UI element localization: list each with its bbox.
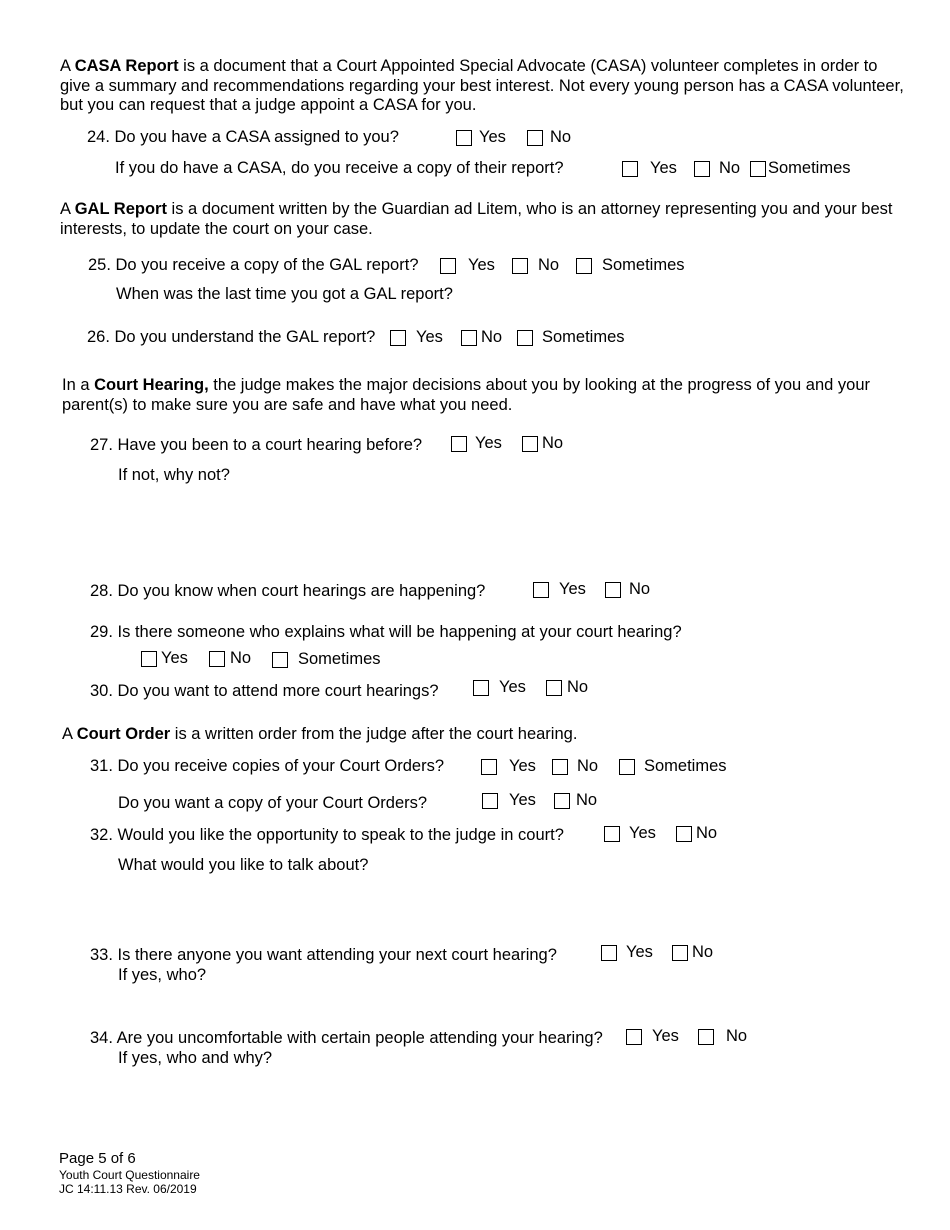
- question-33: 33. Is there anyone you want attending your next court hearing?: [90, 946, 557, 964]
- q34-yes-checkbox[interactable]: Yes: [626, 1027, 679, 1046]
- q31-sometimes-checkbox[interactable]: Sometimes: [619, 757, 727, 776]
- q32-yes-checkbox[interactable]: Yes: [604, 824, 656, 843]
- q32-no-checkbox[interactable]: No: [676, 824, 717, 843]
- q24-yes-checkbox[interactable]: Yes: [456, 128, 506, 147]
- q27-no-checkbox[interactable]: No: [522, 434, 563, 453]
- q34-no-checkbox[interactable]: No: [698, 1027, 747, 1046]
- question-25b: When was the last time you got a GAL report?: [116, 285, 453, 303]
- q28-yes-checkbox[interactable]: Yes: [533, 580, 586, 599]
- q29-yes-checkbox[interactable]: Yes: [141, 649, 188, 668]
- q31-yes-checkbox[interactable]: Yes: [481, 757, 536, 776]
- q29-sometimes-checkbox[interactable]: Sometimes: [272, 650, 381, 669]
- q24b-sometimes-checkbox[interactable]: Sometimes: [750, 159, 851, 178]
- casa-term: CASA Report: [74, 57, 179, 75]
- question-24: 24. Do you have a CASA assigned to you?: [87, 128, 399, 146]
- page-number: Page 5 of 6: [59, 1150, 136, 1167]
- q26-sometimes-checkbox[interactable]: Sometimes: [517, 328, 625, 347]
- q25-sometimes-checkbox[interactable]: Sometimes: [576, 256, 685, 275]
- q28-no-checkbox[interactable]: No: [605, 580, 650, 599]
- question-30: 30. Do you want to attend more court hearings?: [90, 682, 439, 700]
- question-32: 32. Would you like the opportunity to speak to the judge in court?: [90, 826, 564, 844]
- question-27: 27. Have you been to a court hearing before?: [90, 436, 423, 454]
- gal-term: GAL Report: [74, 200, 167, 218]
- q31-no-checkbox[interactable]: No: [552, 757, 598, 776]
- order-intro: A Court Order is a written order from the judge after the court hearing.: [62, 725, 578, 743]
- question-34b: If yes, who and why?: [118, 1049, 273, 1067]
- form-name: Youth Court Questionnaire: [59, 1168, 200, 1182]
- question-28: 28. Do you know when court hearings are happening?: [90, 582, 486, 600]
- q30-yes-checkbox[interactable]: Yes: [473, 678, 526, 697]
- form-id: JC 14:11.13 Rev. 06/2019: [59, 1182, 197, 1196]
- q25-no-checkbox[interactable]: No: [512, 256, 559, 275]
- question-32b: What would you like to talk about?: [118, 856, 369, 874]
- question-26: 26. Do you understand the GAL report?: [87, 328, 376, 346]
- q24b-yes-checkbox[interactable]: Yes: [622, 159, 677, 178]
- question-29: 29. Is there someone who explains what will be happening at your court hearing?: [90, 623, 682, 641]
- q26-no-checkbox[interactable]: No: [461, 328, 502, 347]
- q31b-yes-checkbox[interactable]: Yes: [482, 791, 536, 810]
- q24-no-checkbox[interactable]: No: [527, 128, 571, 147]
- q26-yes-checkbox[interactable]: Yes: [390, 328, 443, 347]
- q29-no-checkbox[interactable]: No: [209, 649, 251, 668]
- q33-yes-checkbox[interactable]: Yes: [601, 943, 653, 962]
- question-24b: If you do have a CASA, do you receive a copy of their report?: [115, 159, 564, 177]
- question-25: 25. Do you receive a copy of the GAL report?: [88, 256, 419, 274]
- question-27b: If not, why not?: [118, 466, 230, 484]
- q24b-no-checkbox[interactable]: No: [694, 159, 740, 178]
- order-term: Court Order: [76, 725, 171, 743]
- q33-no-checkbox[interactable]: No: [672, 943, 713, 962]
- question-31: 31. Do you receive copies of your Court Orders?: [90, 757, 445, 775]
- question-34: 34. Are you uncomfortable with certain people attending your hearing?: [90, 1029, 603, 1047]
- q27-yes-checkbox[interactable]: Yes: [451, 434, 502, 453]
- question-31b: Do you want a copy of your Court Orders?: [118, 794, 428, 812]
- gal-intro: A GAL Report is a document written by the Guardian ad Litem, who is an attorney representing you and your best interests, to update the court on your case.: [60, 200, 893, 238]
- hearing-intro: In a Court Hearing, the judge makes the major decisions about you by looking at the progress of you and your parent(s) to make sure you are safe and have what you need.: [62, 376, 871, 414]
- q25-yes-checkbox[interactable]: Yes: [440, 256, 495, 275]
- q30-no-checkbox[interactable]: No: [546, 678, 588, 697]
- q31b-no-checkbox[interactable]: No: [554, 791, 597, 810]
- casa-intro: A CASA Report is a document that a Court Appointed Special Advocate (CASA) volunteer completes in order to give a summary and recommendations regarding your best interest. Not every young person has a CASA volunteer, but you can request that a judge appoint a CASA for you.: [60, 57, 904, 114]
- hearing-term: Court Hearing,: [94, 376, 209, 394]
- question-33b: If yes, who?: [118, 966, 207, 984]
